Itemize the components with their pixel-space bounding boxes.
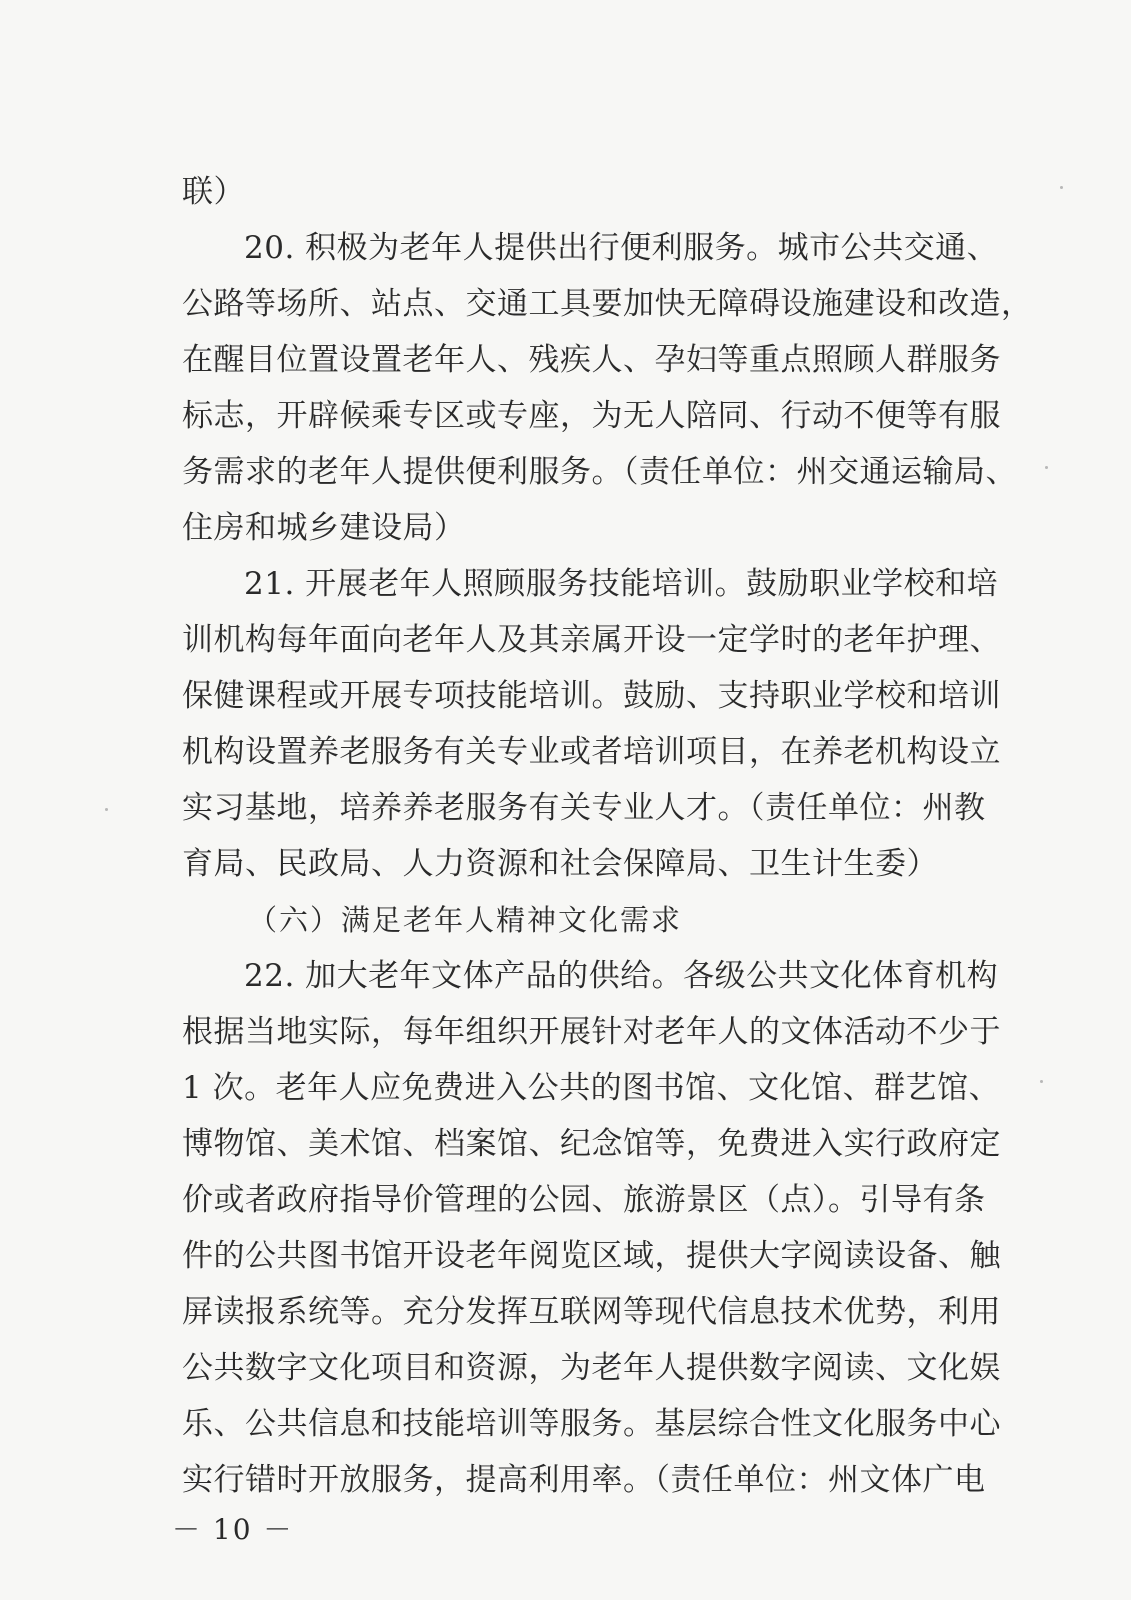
scan-speck [1040,1080,1043,1083]
section-heading: （六）满足老年人精神文化需求 [248,903,683,937]
text-line: 1 次。老年人应免费进入公共的图书馆、文化馆、群艺馆、 [182,1070,1001,1106]
text-line: 训机构每年面向老年人及其亲属开设一定学时的老年护理、 [182,622,1001,658]
page-number: － 10 － [172,1513,294,1546]
text-line: 根据当地实际，每年组织开展针对老年人的文体活动不少于 [182,1014,1001,1050]
text-line: 实习基地，培养养老服务有关专业人才。（责任单位：州教 [182,790,986,826]
scan-speck [105,808,108,811]
text-line: 公路等场所、站点、交通工具要加快无障碍设施建设和改造， [182,286,1033,322]
text-line: 在醒目位置设置老年人、残疾人、孕妇等重点照顾人群服务 [182,342,1001,378]
text-line: 屏读报系统等。充分发挥互联网等现代信息技术优势，利用 [182,1294,1001,1330]
scan-speck [1060,186,1063,189]
text-line: 住房和城乡建设局） [182,510,466,546]
text-line: 公共数字文化项目和资源，为老年人提供数字阅读、文化娱 [182,1350,1001,1386]
text-line: 实行错时开放服务，提高利用率。（责任单位：州文体广电 [182,1462,986,1498]
text-line: 机构设置养老服务有关专业或者培训项目，在养老机构设立 [182,734,1001,770]
text-line: 务需求的老年人提供便利服务。（责任单位：州交通运输局、 [182,454,1017,490]
text-line: 标志，开辟候乘专区或专座，为无人陪同、行动不便等有服 [182,398,1001,434]
text-line: 联） [182,174,245,210]
item-22-title-line: 22. 加大老年文体产品的供给。各级公共文化体育机构 [244,958,999,994]
text-line: 育局、民政局、人力资源和社会保障局、卫生计生委） [182,846,938,882]
text-line: 件的公共图书馆开设老年阅览区域，提供大字阅读设备、触 [182,1238,1001,1274]
text-line: 博物馆、美术馆、档案馆、纪念馆等，免费进入实行政府定 [182,1126,1001,1162]
item-21-title-line: 21. 开展老年人照顾服务技能培训。鼓励职业学校和培 [244,566,999,602]
text-line: 保健课程或开展专项技能培训。鼓励、支持职业学校和培训 [182,678,1001,714]
text-line: 乐、公共信息和技能培训等服务。基层综合性文化服务中心 [182,1406,1001,1442]
scan-speck [1045,466,1048,469]
item-20-title-line: 20. 积极为老年人提供出行便利服务。城市公共交通、 [244,230,999,266]
text-line: 价或者政府指导价管理的公园、旅游景区（点）。引导有条 [182,1182,986,1218]
